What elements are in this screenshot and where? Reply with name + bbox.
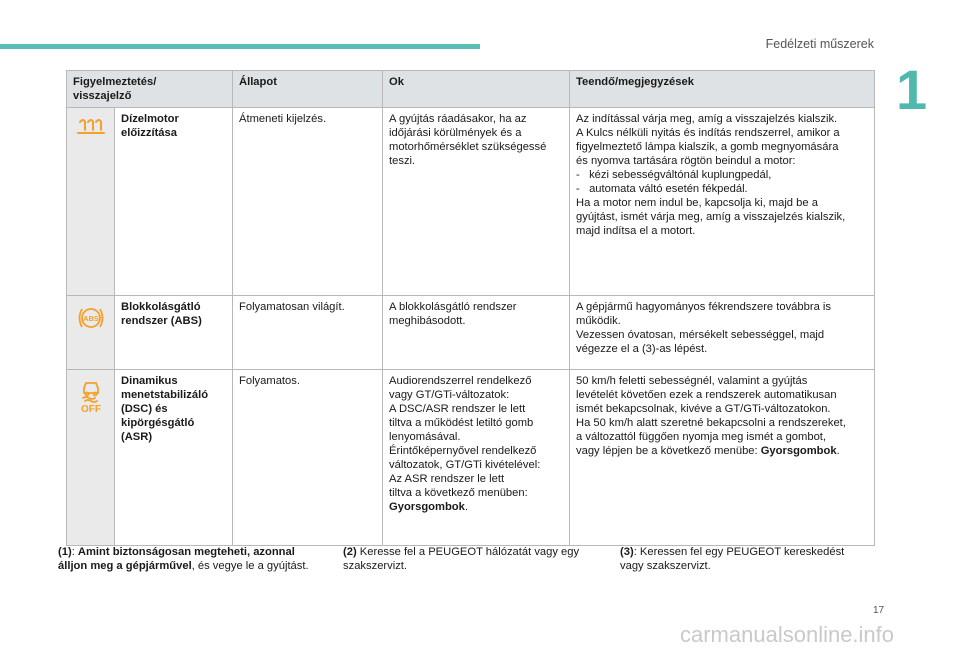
- row-cause: A blokkolásgátló rendszer meghibásodott.: [383, 296, 570, 370]
- row-state: Átmeneti kijelzés.: [233, 108, 383, 296]
- glow-plug-icon: [76, 127, 106, 139]
- dsc-off-icon-text: OFF: [80, 404, 101, 414]
- header-action: Teendő/megjegyzések: [570, 71, 875, 108]
- row-name: Blokkolásgátló rendszer (ABS): [115, 296, 233, 370]
- warning-table: [66, 70, 875, 546]
- header-cause: Ok: [383, 71, 570, 108]
- table-header-row: [67, 71, 875, 108]
- row-action: 50 km/h feletti sebességnél, valamint a gyújtás levételét követően ezek a rendszerek automatikusan ismét bekapcsolnak, kivéve a GT/GTi-változatokon. Ha 50 km/h alatt szeretné bekapcsolni a rendszereket, a változattól függően nyomja meg ismét a gombot, vagy lépjen be a következő menübe: Gyorsgombok.: [570, 370, 875, 546]
- footnote-2: (2) Keresse fel a PEUGEOT hálózatát vagy egy szakszervizt.: [343, 546, 580, 572]
- row-state: Folyamatosan világít.: [233, 296, 383, 370]
- row-action: Az indítással várja meg, amíg a visszajelzés kialszik. A Kulcs nélküli nyitás és indítás rendszerrel, amikor a figyelmeztető lámpa kialszik, a gomb megnyomására és nyomva tartására rögtön beindul a motor: - kézi sebességváltónál kuplungpedál, - automata váltó esetén fékpedál. Ha a motor nem indul be, kapcsolja ki, majd be a gyújtást, ismét várja meg, amíg a visszajelzés kialszik, majd indítsa el a motort.: [570, 108, 875, 296]
- row-action: A gépjármű hagyományos fékrendszere továbbra is működik. Vezessen óvatosan, mérsékelt sebességgel, majd végezze el a (3)-as lépést.: [570, 296, 875, 370]
- icon-cell: [67, 296, 115, 370]
- row-name: Dízelmotor előizzítása: [115, 108, 233, 296]
- icon-cell: [67, 370, 115, 546]
- accent-bar: [0, 44, 480, 49]
- watermark: carmanualsonline.info: [680, 622, 895, 647]
- header-warning: Figyelmeztetés/ visszajelző: [67, 71, 233, 108]
- row-state: Folyamatos.: [233, 370, 383, 546]
- table-row: [67, 296, 875, 370]
- table-row: [67, 370, 875, 546]
- header-state: Állapot: [233, 71, 383, 108]
- abs-icon-text: ABS: [82, 314, 99, 323]
- icon-cell: [67, 108, 115, 296]
- footnote-3: (3): Keressen fel egy PEUGEOT kereskedést vagy szakszervizt.: [620, 546, 845, 572]
- dsc-off-icon: [76, 405, 106, 417]
- table-row: [67, 108, 875, 296]
- abs-icon: [76, 314, 106, 335]
- page-number: 17: [873, 605, 885, 616]
- section-title: Fedélzeti műszerek: [765, 37, 874, 51]
- footnote-1: (1): Amint biztonságosan megteheti, azonnal álljon meg a gépjárművel, és vegye le a gyújtást.: [58, 546, 309, 572]
- row-cause: Audiorendszerrel rendelkező vagy GT/GTi-változatok: A DSC/ASR rendszer le lett tiltva a működést letiltó gomb lenyomásával. Érintőképernyővel rendelkező változatok, GT/GTi kivételével: Az ASR rendszer le lett tiltva a következő menüben: Gyorsgombok.: [383, 370, 570, 546]
- row-cause: A gyújtás ráadásakor, ha az időjárási körülmények és a motorhőmérséklet szükségessé teszi.: [383, 108, 570, 296]
- chapter-number: 1: [896, 58, 928, 121]
- row-name: Dinamikus menetstabilizáló (DSC) és kipörgésgátló (ASR): [115, 370, 233, 546]
